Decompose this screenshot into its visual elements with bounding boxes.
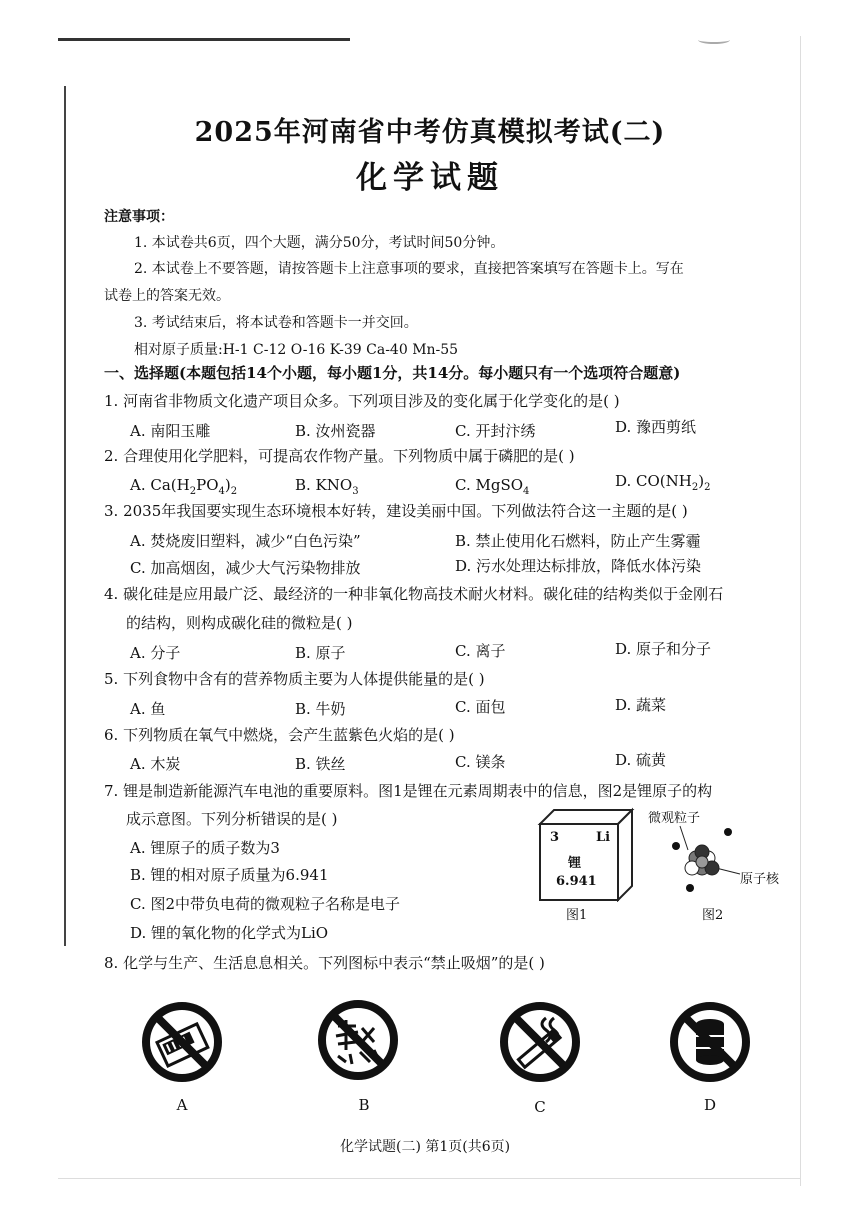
particle-label: 微观粒子 (648, 811, 701, 826)
atomic-mass: 相对原子质量:H-1 C-12 O-16 K-39 Ca-40 Mn-55 (134, 342, 459, 358)
notice-item: 1. 本试卷共6页，四个大题，满分50分，考试时间50分钟。 (134, 235, 505, 251)
scan-mark (698, 36, 730, 44)
electron-dot (672, 842, 680, 850)
q3-option-c: C. 加高烟囱，减少大气污染物排放 (130, 559, 361, 577)
page-edge-bottom (58, 1178, 800, 1179)
q2-option-d: D. $CO(NH_2)_2$ (615, 472, 711, 493)
question-8: 8. 化学与生产、生活息息相关。下列图标中表示“禁止吸烟”的是( ) (104, 954, 545, 972)
atom-diagram (660, 822, 746, 898)
electron-dot (686, 884, 694, 892)
binding-line (64, 86, 66, 946)
q7-option-d: D. 锂的氧化物的化学式为LiO (130, 924, 329, 942)
question-3: 3. 2035年我国要实现生态环境根本好转，建设美丽中国。下列做法符合这一主题的是( ) (104, 502, 688, 520)
q4-option-b: B. 原子 (295, 644, 346, 662)
notice-item: 试卷上的答案无效。 (104, 288, 230, 304)
q2-option-a: A. $Ca(H_2PO_4)_2$ (130, 476, 238, 497)
no-oil-barrel-icon (668, 1000, 752, 1084)
q3-option-b: B. 禁止使用化石燃料，防止产生雾霾 (455, 532, 701, 550)
notice-item: 2. 本试卷上不要答题，请按答题卡上注意事项的要求，直接把答案填写在答题卡上。写在 (134, 261, 684, 277)
q7-option-a: A. 锂原子的质子数为3 (130, 839, 280, 857)
notice-item: 3. 考试结束后，将本试卷和答题卡一并交回。 (134, 315, 418, 331)
question-7-cont: 成示意图。下列分析错误的是( ) (126, 810, 338, 828)
question-1: 1. 河南省非物质文化遗产项目众多。下列项目涉及的变化属于化学变化的是( ) (104, 392, 620, 410)
no-matches-icon (140, 1000, 224, 1084)
q1-option-c: C. 开封汴绣 (455, 422, 536, 440)
q4-option-c: C. 离子 (455, 642, 506, 660)
q7-option-c: C. 图2中带负电荷的微观粒子名称是电子 (130, 895, 401, 913)
q1-option-d: D. 豫西剪纸 (615, 418, 697, 436)
q7-option-b: B. 锂的相对原子质量为6.941 (130, 866, 329, 884)
option-label-a: A (176, 1096, 188, 1114)
page-footer: 化学试题(二) 第1页(共6页) (340, 1139, 511, 1155)
exam-subject: 化学试题 (356, 160, 504, 196)
q4-option-d: D. 原子和分子 (615, 640, 712, 658)
option-label-d: D (703, 1096, 717, 1114)
element-symbol: Li (596, 830, 611, 845)
element-name: 锂 (568, 856, 582, 871)
question-5: 5. 下列食物中含有的营养物质主要为人体提供能量的是( ) (104, 670, 485, 688)
q3-option-a: A. 焚烧废旧塑料，减少“白色污染” (130, 532, 361, 550)
element-number: 3 (550, 830, 560, 845)
question-4-cont: 的结构，则构成碳化硅的微粒是( ) (126, 614, 353, 632)
option-label-b: B (358, 1096, 370, 1114)
q6-option-b: B. 铁丝 (295, 755, 346, 773)
q2-option-c: C. MgSO$_4$ (455, 476, 530, 497)
q2-option-b: B. $KNO_3$ (295, 476, 359, 497)
notice-heading: 注意事项： (104, 209, 174, 225)
nucleus-label: 原子核 (740, 872, 780, 887)
question-6: 6. 下列物质在氧气中燃烧，会产生蓝紫色火焰的是( ) (104, 726, 455, 744)
question-4: 4. 碳化硅是应用最广泛、最经济的一种非氧化物高技术耐火材料。碳化硅的结构类似于金刚石 (104, 585, 724, 603)
figure-1-caption: 图1 (566, 908, 588, 923)
element-mass: 6.941 (556, 874, 597, 889)
q1-option-a: A. 南阳玉雕 (130, 422, 211, 440)
top-rule (58, 38, 350, 41)
q3-option-d: D. 污水处理达标排放，降低水体污染 (455, 557, 702, 575)
q5-option-c: C. 面包 (455, 698, 506, 716)
question-7: 7. 锂是制造新能源汽车电池的重要原料。图1是锂在元素周期表中的信息，图2是锂原子的构 (104, 782, 713, 800)
q5-option-b: B. 牛奶 (295, 700, 346, 718)
q6-option-c: C. 镁条 (455, 753, 506, 771)
page-edge (800, 36, 801, 1186)
electron-dot (724, 828, 732, 836)
q5-option-d: D. 蔬菜 (615, 696, 667, 714)
q5-option-a: A. 鱼 (130, 700, 166, 718)
q6-option-a: A. 木炭 (130, 755, 181, 773)
option-label-c: C (534, 1098, 546, 1116)
no-smoking-icon (498, 1000, 582, 1084)
q6-option-d: D. 硫黄 (615, 751, 667, 769)
section-heading: 一、选择题(本题包括14个小题，每小题1分，共14分。每小题只有一个选项符合题意) (104, 364, 681, 382)
exam-title: 2025年河南省中考仿真模拟考试(二) (194, 117, 666, 148)
no-fireworks-icon (316, 998, 400, 1082)
q1-option-b: B. 汝州瓷器 (295, 422, 376, 440)
q4-option-a: A. 分子 (130, 644, 181, 662)
question-2: 2. 合理使用化学肥料，可提高农作物产量。下列物质中属于磷肥的是( ) (104, 447, 575, 465)
figure-2-caption: 图2 (702, 908, 724, 923)
